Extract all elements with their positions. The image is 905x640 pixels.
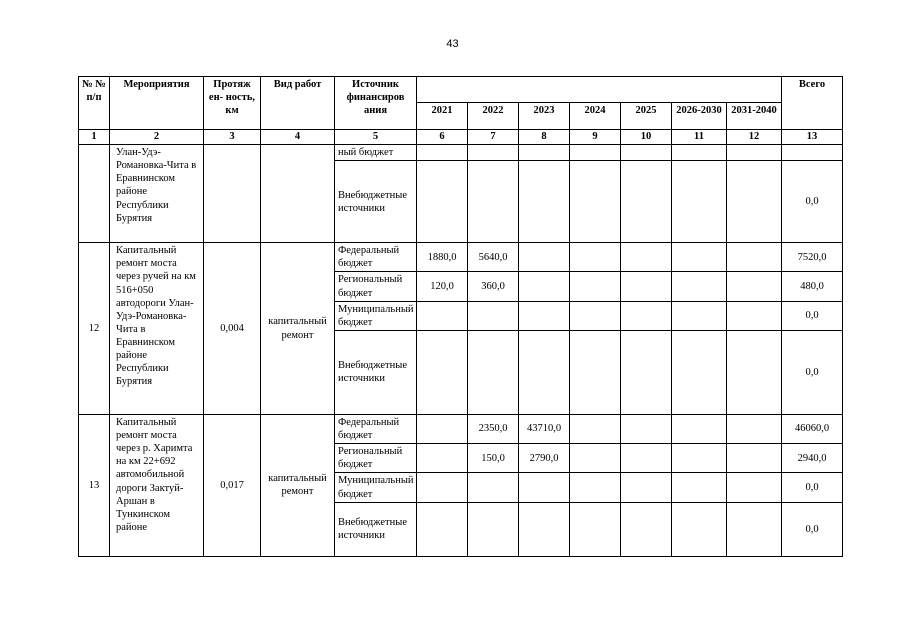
col-number: 9: [570, 130, 621, 145]
total-cell: 0,0: [782, 161, 843, 243]
value-cell: 1880,0: [417, 243, 468, 272]
value-cell: [417, 444, 468, 473]
value-cell: [417, 145, 468, 161]
value-cell: 120,0: [417, 272, 468, 301]
value-cell: 2790,0: [519, 444, 570, 473]
value-cell: [621, 444, 672, 473]
value-cell: [519, 301, 570, 330]
value-cell: [570, 243, 621, 272]
total-cell: [782, 145, 843, 161]
source-cell: Федеральный бюджет: [335, 243, 417, 272]
row-num: 13: [79, 414, 110, 556]
value-cell: [727, 145, 782, 161]
header-measures: Мероприятия: [110, 77, 204, 130]
value-cell: [570, 161, 621, 243]
value-cell: [727, 444, 782, 473]
value-cell: [621, 414, 672, 443]
header-num: № № п/п: [79, 77, 110, 130]
value-cell: [727, 473, 782, 502]
value-cell: [621, 502, 672, 556]
col-number: 10: [621, 130, 672, 145]
col-number: 5: [335, 130, 417, 145]
header-year: 2024: [570, 103, 621, 130]
value-cell: [417, 330, 468, 414]
header-years-group: [417, 77, 782, 103]
value-cell: [621, 272, 672, 301]
value-cell: [417, 473, 468, 502]
value-cell: [727, 502, 782, 556]
value-cell: [672, 272, 727, 301]
value-cell: [570, 145, 621, 161]
source-cell: Муниципальный бюджет: [335, 473, 417, 502]
value-cell: [417, 301, 468, 330]
source-cell: ный бюджет: [335, 145, 417, 161]
source-cell: Внебюджетные источники: [335, 330, 417, 414]
column-numbers-row: [79, 130, 843, 145]
col-number: 7: [468, 130, 519, 145]
financing-table: [78, 76, 843, 557]
value-cell: [727, 301, 782, 330]
value-cell: [621, 473, 672, 502]
header-year: 2026-2030: [672, 103, 727, 130]
source-cell: Внебюджетные источники: [335, 502, 417, 556]
header-year: 2021: [417, 103, 468, 130]
value-cell: [570, 272, 621, 301]
value-cell: [519, 272, 570, 301]
header-year: 2025: [621, 103, 672, 130]
value-cell: [621, 243, 672, 272]
value-cell: [727, 161, 782, 243]
source-cell: Федеральный бюджет: [335, 414, 417, 443]
value-cell: [621, 301, 672, 330]
row-num: [79, 145, 110, 243]
total-cell: 46060,0: [782, 414, 843, 443]
source-cell: Внебюджетные источники: [335, 161, 417, 243]
col-number: 13: [782, 130, 843, 145]
value-cell: [417, 502, 468, 556]
value-cell: [468, 301, 519, 330]
value-cell: 2350,0: [468, 414, 519, 443]
value-cell: 5640,0: [468, 243, 519, 272]
work-type-cell: капитальный ремонт: [261, 414, 335, 556]
value-cell: [519, 161, 570, 243]
value-cell: [417, 414, 468, 443]
col-number: 6: [417, 130, 468, 145]
value-cell: [672, 301, 727, 330]
work-type-cell: капитальный ремонт: [261, 243, 335, 415]
value-cell: [519, 330, 570, 414]
table-row: [79, 414, 843, 443]
source-cell: Региональный бюджет: [335, 444, 417, 473]
total-cell: 0,0: [782, 301, 843, 330]
value-cell: [519, 473, 570, 502]
value-cell: [672, 330, 727, 414]
value-cell: [570, 473, 621, 502]
value-cell: [727, 330, 782, 414]
value-cell: [468, 502, 519, 556]
total-cell: 0,0: [782, 502, 843, 556]
total-cell: 480,0: [782, 272, 843, 301]
value-cell: [672, 161, 727, 243]
value-cell: [621, 145, 672, 161]
value-cell: [570, 414, 621, 443]
header-length: Протяж ен- ность, км: [204, 77, 261, 130]
col-number: 8: [519, 130, 570, 145]
source-cell: Региональный бюджет: [335, 272, 417, 301]
total-cell: 0,0: [782, 473, 843, 502]
measure-name: Капитальный ремонт моста через ручей на км 516+050 автодороги Улан-Удэ-Романовка-Чита в Еравнинском районе Республики Бурятия: [110, 243, 204, 415]
value-cell: [672, 473, 727, 502]
value-cell: [727, 243, 782, 272]
col-number: 2: [110, 130, 204, 145]
value-cell: [519, 502, 570, 556]
source-cell: Муниципальный бюджет: [335, 301, 417, 330]
value-cell: [570, 330, 621, 414]
work-type-cell: [261, 145, 335, 243]
value-cell: [468, 330, 519, 414]
total-cell: 0,0: [782, 330, 843, 414]
total-cell: 7520,0: [782, 243, 843, 272]
table-row: [79, 145, 843, 161]
col-number: 12: [727, 130, 782, 145]
header-work-type: Вид работ: [261, 77, 335, 130]
value-cell: 150,0: [468, 444, 519, 473]
length-cell: 0,004: [204, 243, 261, 415]
length-cell: 0,017: [204, 414, 261, 556]
value-cell: [570, 301, 621, 330]
value-cell: [570, 444, 621, 473]
value-cell: [672, 414, 727, 443]
table-row: [79, 243, 843, 272]
value-cell: [672, 243, 727, 272]
value-cell: [519, 243, 570, 272]
header-year: 2031-2040: [727, 103, 782, 130]
value-cell: [727, 414, 782, 443]
value-cell: [621, 161, 672, 243]
length-cell: [204, 145, 261, 243]
measure-name: Улан-Удэ-Романовка-Чита в Еравнинском районе Республики Бурятия: [110, 145, 204, 243]
page-number: 43: [446, 38, 459, 50]
value-cell: [672, 145, 727, 161]
measure-name: Капитальный ремонт моста через р. Харимта на км 22+692 автомобильной дороги Зактуй- Аршан в Тункинском районе: [110, 414, 204, 556]
value-cell: [468, 145, 519, 161]
col-number: 1: [79, 130, 110, 145]
header-total: Всего: [782, 77, 843, 130]
header-year: 2023: [519, 103, 570, 130]
row-num: 12: [79, 243, 110, 415]
value-cell: 360,0: [468, 272, 519, 301]
total-cell: 2940,0: [782, 444, 843, 473]
value-cell: [672, 502, 727, 556]
col-number: 3: [204, 130, 261, 145]
value-cell: [519, 145, 570, 161]
value-cell: [417, 161, 468, 243]
value-cell: [468, 473, 519, 502]
header-source: Источник финансиров ания: [335, 77, 417, 130]
value-cell: [621, 330, 672, 414]
header-year: 2022: [468, 103, 519, 130]
value-cell: [672, 444, 727, 473]
col-number: 11: [672, 130, 727, 145]
value-cell: [570, 502, 621, 556]
value-cell: 43710,0: [519, 414, 570, 443]
value-cell: [727, 272, 782, 301]
value-cell: [468, 161, 519, 243]
col-number: 4: [261, 130, 335, 145]
